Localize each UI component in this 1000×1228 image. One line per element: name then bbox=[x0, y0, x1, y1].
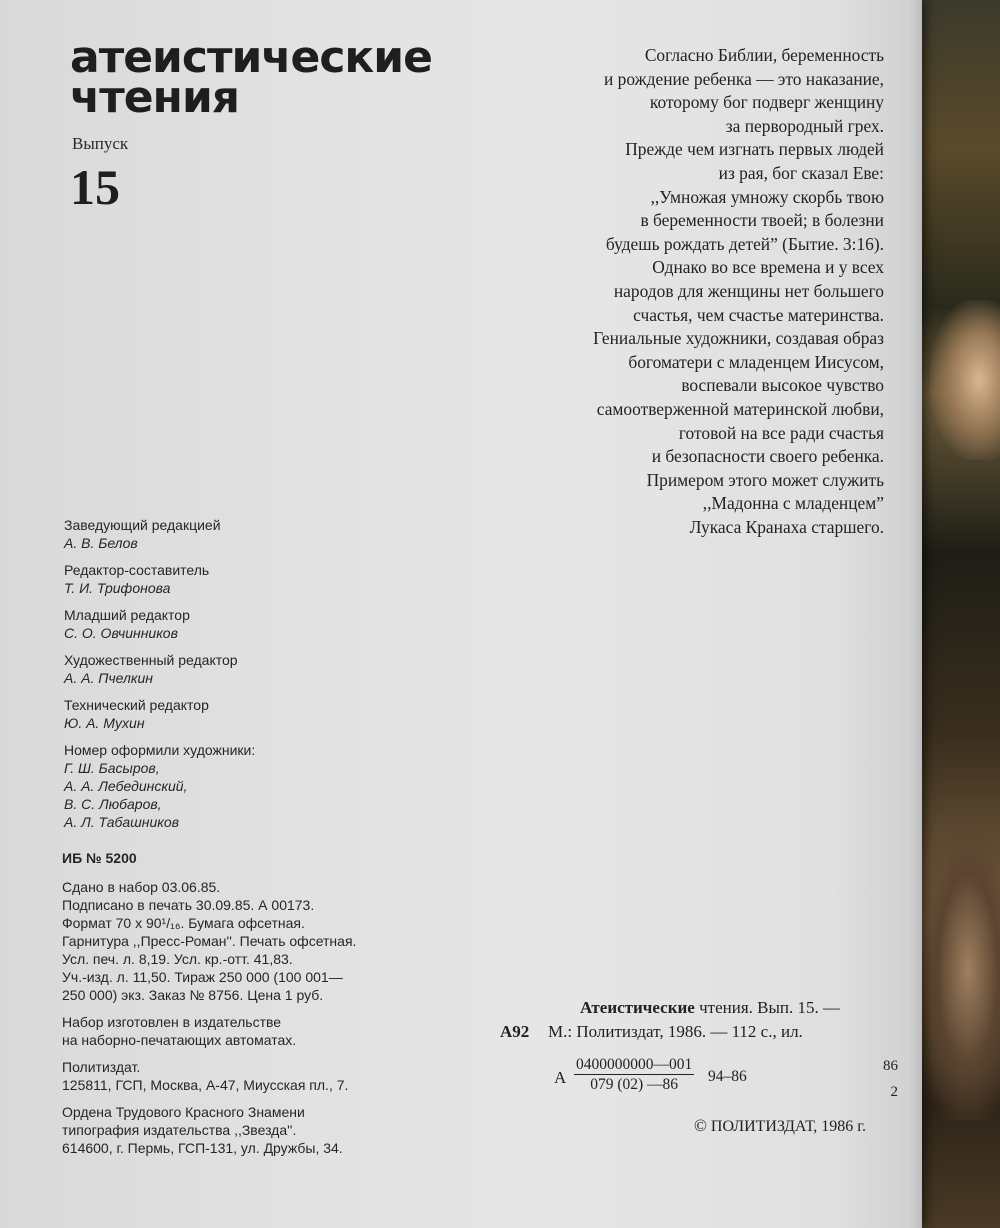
catalog-title-bold: Атеистические bbox=[580, 998, 695, 1017]
catalog-bbk-top: 86 bbox=[883, 1058, 898, 1074]
issue-label: Выпуск bbox=[72, 134, 129, 153]
imprint-line: типография издательства ,,Звезда''. bbox=[62, 1122, 297, 1138]
catalog-index-letter: А bbox=[554, 1068, 567, 1087]
catalog-index-fraction bbox=[574, 1056, 694, 1095]
imprint-line: Уч.-изд. л. 11,50. Тираж 250 000 (100 001— bbox=[62, 969, 343, 985]
ib-number: ИБ № 5200 bbox=[62, 850, 137, 866]
imprint-line: 614600, г. Пермь, ГСП-131, ул. Дружбы, 34. bbox=[62, 1140, 343, 1156]
epigraph-line: и рождение ребенка — это наказание, bbox=[604, 68, 884, 89]
catalog-code: А92 bbox=[500, 1022, 530, 1041]
credit-role: Художественный редактор bbox=[64, 652, 238, 668]
credit-name: А. Л. Табашников bbox=[64, 814, 180, 830]
epigraph-line: и безопасности своего ребенка. bbox=[651, 446, 884, 467]
credit-entry bbox=[64, 651, 484, 687]
epigraph-text bbox=[524, 44, 884, 539]
imprint-line: Политиздат. bbox=[62, 1059, 141, 1075]
imprint-line: Гарнитура ,,Пресс-Роман''. Печать офсетная. bbox=[62, 933, 357, 949]
epigraph-line: богоматери с младенцем Иисусом, bbox=[628, 351, 884, 372]
credit-entry bbox=[64, 561, 484, 597]
copyright-line bbox=[694, 1116, 866, 1136]
credit-role: Технический редактор bbox=[64, 697, 209, 713]
credit-name: С. О. Овчинников bbox=[64, 625, 178, 641]
epigraph-line: счастья, чем счастье материнства. bbox=[633, 304, 884, 325]
credit-role: Младший редактор bbox=[64, 607, 190, 623]
epigraph-line: воспевали высокое чувство bbox=[681, 375, 884, 396]
credit-entry bbox=[64, 741, 484, 831]
imprint-line: Формат 70 x 90¹/₁₆. Бумага офсетная. bbox=[62, 915, 305, 931]
epigraph-line: Гениальные художники, создавая образ bbox=[593, 328, 884, 349]
catalog-title bbox=[580, 998, 840, 1018]
credit-entry bbox=[64, 606, 484, 642]
title-line-2: чтения bbox=[70, 72, 240, 123]
epigraph-line: Согласно Библии, беременность bbox=[644, 45, 884, 65]
credit-role: Редактор-составитель bbox=[64, 562, 210, 578]
imprint-line: Сдано в набор 03.06.85. bbox=[62, 879, 221, 895]
credit-name: В. С. Любаров, bbox=[64, 796, 162, 812]
imprint-paragraph bbox=[62, 1103, 482, 1157]
epigraph-line: которому бог подверг женщину bbox=[649, 92, 884, 113]
copyright-text: ПОЛИТИЗДАТ, 1986 г. bbox=[706, 1118, 866, 1135]
epigraph-line: Однако во все времена и у всех bbox=[652, 257, 884, 278]
catalog-numerator: 0400000000—001 bbox=[576, 1056, 693, 1073]
epigraph-line: народов для женщины нет большего bbox=[613, 280, 884, 301]
epigraph-line: из рая, бог сказал Еве: bbox=[718, 162, 884, 183]
page-edge bbox=[906, 0, 922, 1228]
epigraph-line: Лукаса Кранаха старшего. bbox=[689, 516, 884, 537]
imprint-line: Усл. печ. л. 8,19. Усл. кр.-отт. 41,83. bbox=[62, 951, 293, 967]
credit-name: Т. И. Трифонова bbox=[64, 580, 171, 596]
epigraph-line: ,,Умножая умножу скорбь твою bbox=[650, 186, 884, 207]
painting-highlight bbox=[930, 300, 1000, 460]
epigraph-line: самоотверженной материнской любви, bbox=[596, 398, 884, 419]
epigraph-line: в беременности твоей; в болезни bbox=[640, 210, 884, 231]
imprint-line: Ордена Трудового Красного Знамени bbox=[62, 1104, 305, 1120]
credit-name: Ю. А. Мухин bbox=[64, 715, 145, 731]
imprint-line: 125811, ГСП, Москва, А-47, Миусская пл., 7. bbox=[62, 1077, 349, 1093]
imprint-line: Подписано в печать 30.09.85. А 00173. bbox=[62, 897, 315, 913]
painting-detail bbox=[920, 820, 1000, 1120]
copyright-symbol: © bbox=[694, 1116, 707, 1135]
credit-name: А. А. Пчелкин bbox=[64, 670, 153, 686]
epigraph-line: Примером этого может служить bbox=[646, 469, 884, 490]
printing-imprint bbox=[62, 878, 482, 1166]
imprint-paragraph bbox=[62, 878, 482, 1004]
imprint-line: 250 000) экз. Заказ № 8756. Цена 1 руб. bbox=[62, 987, 324, 1003]
imprint-paragraph bbox=[62, 1013, 482, 1049]
epigraph-line: готовой на все ради счастья bbox=[678, 422, 884, 443]
catalog-index-suffix: 94–86 bbox=[708, 1068, 747, 1085]
imprint-line: на наборно-печатающих автоматах. bbox=[62, 1032, 297, 1048]
credit-role: Заведующий редакцией bbox=[64, 517, 221, 533]
credit-name: А. В. Белов bbox=[64, 535, 138, 551]
catalog-publisher: М.: Политиздат, 1986. — 112 с., ил. bbox=[548, 1022, 803, 1041]
epigraph-line: будешь рождать детей” (Бытие. 3:16). bbox=[605, 233, 884, 254]
epigraph-line: ,,Мадонна с младенцем” bbox=[702, 493, 884, 514]
catalog-bbk-bottom: 2 bbox=[890, 1084, 898, 1100]
editorial-credits bbox=[64, 516, 484, 840]
credit-name: А. А. Лебединский, bbox=[64, 778, 188, 794]
issue-number: 15 bbox=[70, 159, 120, 215]
catalog-denominator: 079 (02) —86 bbox=[590, 1076, 679, 1093]
epigraph-line: за первородный грех. bbox=[725, 115, 884, 136]
catalog-title-rest: чтения. Вып. 15. — bbox=[694, 998, 840, 1017]
imprint-paragraph bbox=[62, 1058, 482, 1094]
series-title bbox=[70, 32, 432, 123]
credit-role: Номер оформили художники: bbox=[64, 742, 256, 758]
imprint-line: Набор изготовлен в издательстве bbox=[62, 1014, 282, 1030]
credit-entry bbox=[64, 696, 484, 732]
epigraph-line: Прежде чем изгнать первых людей bbox=[625, 139, 884, 160]
credit-name: Г. Ш. Басыров, bbox=[64, 760, 160, 776]
title-line-1: атеистические bbox=[70, 32, 432, 83]
credit-entry bbox=[64, 516, 484, 552]
